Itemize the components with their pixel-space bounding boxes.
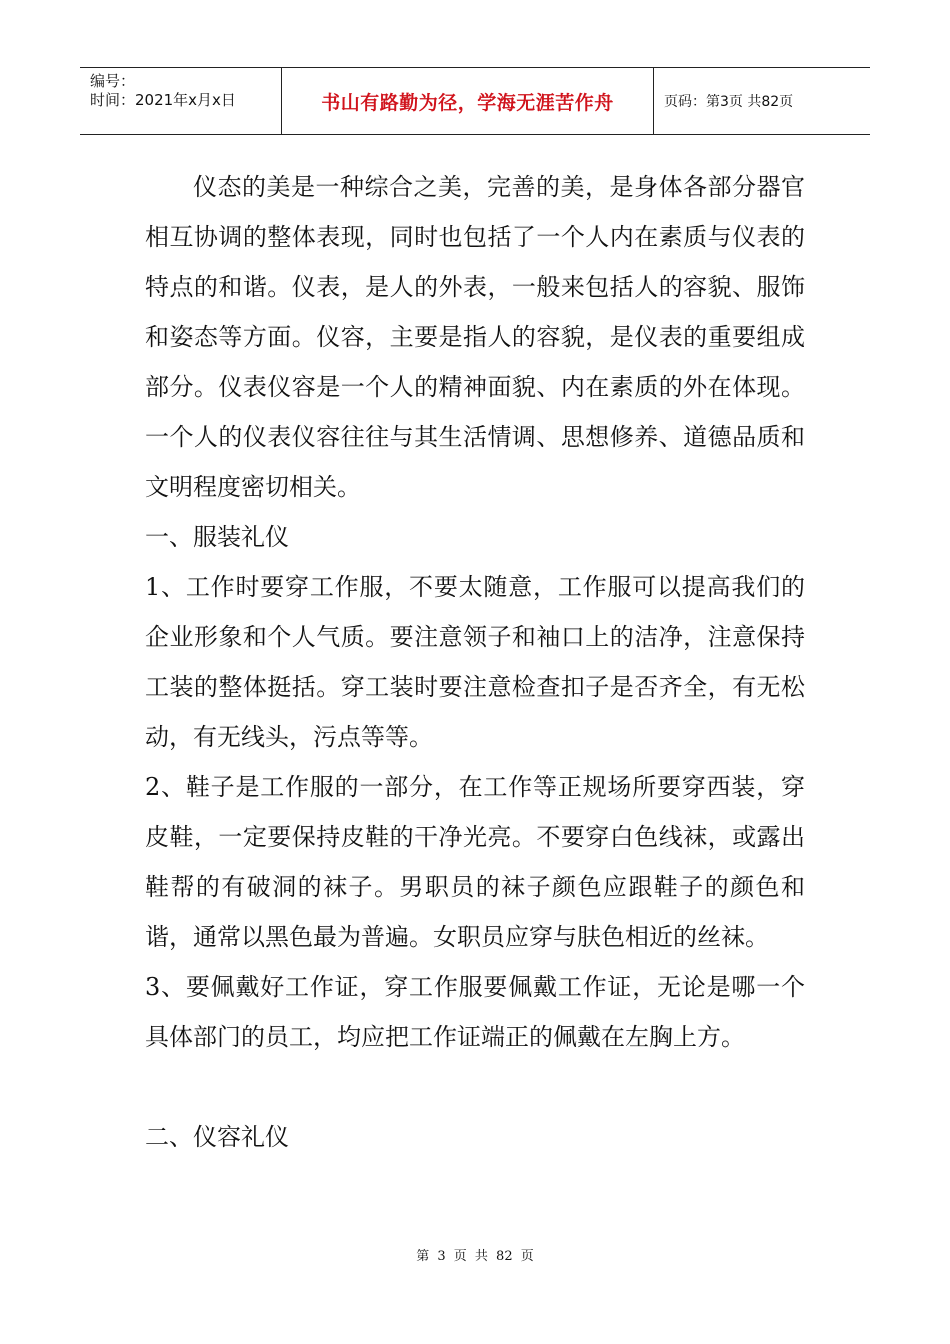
document-body xyxy=(145,162,805,1162)
clothing-item-3: 3、要佩戴好工作证，穿工作服要佩戴工作证，无论是哪一个具体部门的员工，均应把工作证端正的佩戴在左胸上方。 xyxy=(145,973,805,1051)
date-label: 时间：2021年x月x日 xyxy=(90,91,236,109)
header-meta xyxy=(80,68,282,134)
section-heading-appearance: 二、仪容礼仪 xyxy=(145,1123,289,1151)
page-footer: 第 3 页 共 82 页 xyxy=(416,1249,534,1264)
section-heading-clothing: 一、服装礼仪 xyxy=(145,523,289,551)
clothing-item-2: 2、鞋子是工作服的一部分，在工作等正规场所要穿西装，穿皮鞋，一定要保持皮鞋的干净光亮。不要穿白色线袜，或露出鞋帮的有破洞的袜子。男职员的袜子颜色应跟鞋子的颜色和谐，通常以黑色最为普遍。女职员应穿与肤色相近的丝袜。 xyxy=(145,773,805,951)
header-motto: 书山有路勤为径，学海无涯苦作舟 xyxy=(282,68,654,134)
page-header xyxy=(80,67,870,135)
header-page-code: 页码：第3页 共82页 xyxy=(664,94,794,110)
serial-number-label: 编号： xyxy=(90,72,136,90)
intro-paragraph: 仪态的美是一种综合之美，完善的美，是身体各部分器官相互协调的整体表现，同时也包括了一个人内在素质与仪表的特点的和谐。仪表，是人的外表，一般来包括人的容貌、服饰和姿态等方面。仪容，主要是指人的容貌，是仪表的重要组成部分。仪表仪容是一个人的精神面貌、内在素质的外在体现。一个人的仪表仪容往往与其生活情调、思想修养、道德品质和文明程度密切相关。 xyxy=(145,173,805,501)
clothing-item-1: 1、工作时要穿工作服，不要太随意，工作服可以提高我们的企业形象和个人气质。要注意领子和袖口上的洁净，注意保持工装的整体挺括。穿工装时要注意检查扣子是否齐全，有无松动，有无线头，污点等等。 xyxy=(145,573,805,751)
